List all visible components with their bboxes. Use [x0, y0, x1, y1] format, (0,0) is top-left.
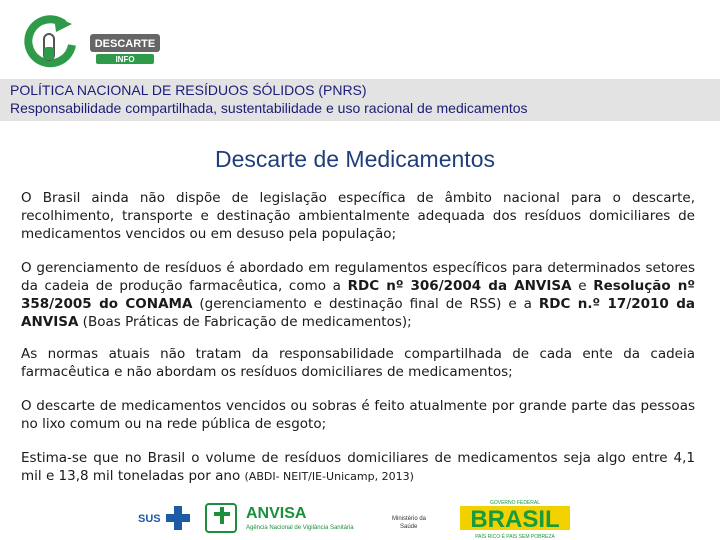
page-title: Descarte de Medicamentos: [215, 146, 495, 172]
recycle-icon: [28, 16, 72, 63]
text-segment: (Boas Práticas de Fabricação de medicamentos);: [78, 314, 412, 330]
paragraph-regulations: [21, 259, 695, 331]
rdc-306-reference: RDC nº 306/2004 da ANVISA: [347, 278, 572, 294]
anvisa-subtext: Agência Nacional de Vigilância Sanitária: [246, 525, 354, 531]
paragraph-current-norms: As normas atuais não tratam da responsabilidade compartilhada de cada ente da cadeia farmacêutica e não abordam os resíduos domiciliares de medicamentos;: [21, 346, 695, 380]
ministerio-line2: Saúde: [400, 524, 418, 530]
logo-subtext: INFO: [115, 55, 135, 64]
header-subtitle: Responsabilidade compartilhada, sustentabilidade e uso racional de medicamentos: [10, 100, 528, 116]
sus-logo: [138, 506, 190, 530]
logo-text: DESCARTE: [94, 38, 156, 50]
brasil-text: BRASIL: [470, 506, 560, 533]
anvisa-logo: [206, 504, 354, 532]
paragraph-legislation: O Brasil ainda não dispõe de legislação específica de âmbito nacional para o descarte, recolhimento, transporte e destinação ambientalmente adequada dos resíduos domiciliares de medicamentos vencidos ou em desuso pela população;: [21, 190, 695, 242]
paragraph-disposal-practice: O descarte de medicamentos vencidos ou sobras é feito atualmente por grande parte das pessoas no lixo comum ou na rede pública de esgoto;: [21, 398, 695, 432]
rdc-17-reference: RDC n.º 17/2010 da ANVISA: [21, 296, 695, 330]
conama-358-reference: Resolução nº 358/2005 do CONAMA: [21, 278, 695, 312]
ministerio-line1: Ministério da: [392, 516, 427, 522]
descarte-logo: [20, 12, 170, 78]
text-segment: (gerenciamento e destinação final de RSS) e a: [192, 296, 539, 312]
text-segment: O gerenciamento de resíduos é abordado em regulamentos específicos para determinados setores da cadeia de produção farmacêutica, como a: [21, 260, 695, 294]
ministerio-saude-logo: [392, 516, 427, 530]
governo-federal-brasil-logo: [460, 500, 570, 540]
estimate-text: Estima-se que no Brasil o volume de resíduos domiciliares de medicamentos seja algo entre 4,1 mil e 13,8 mil toneladas por ano: [21, 450, 695, 484]
gov-top-text: GOVERNO FEDERAL: [489, 500, 541, 506]
gov-bottom-text: PAÍS RICO É PAÍS SEM POBREZA: [475, 534, 555, 540]
anvisa-text: ANVISA: [246, 505, 307, 522]
text-segment: e: [571, 278, 594, 294]
footer-logos: [0, 496, 720, 540]
header-title: POLÍTICA NACIONAL DE RESÍDUOS SÓLIDOS (PNRS): [10, 82, 367, 98]
sus-text: SUS: [138, 513, 161, 525]
paragraph-estimate: [21, 449, 695, 486]
estimate-source: (ABDI- NEIT/IE-Unicamp, 2013): [244, 470, 414, 483]
